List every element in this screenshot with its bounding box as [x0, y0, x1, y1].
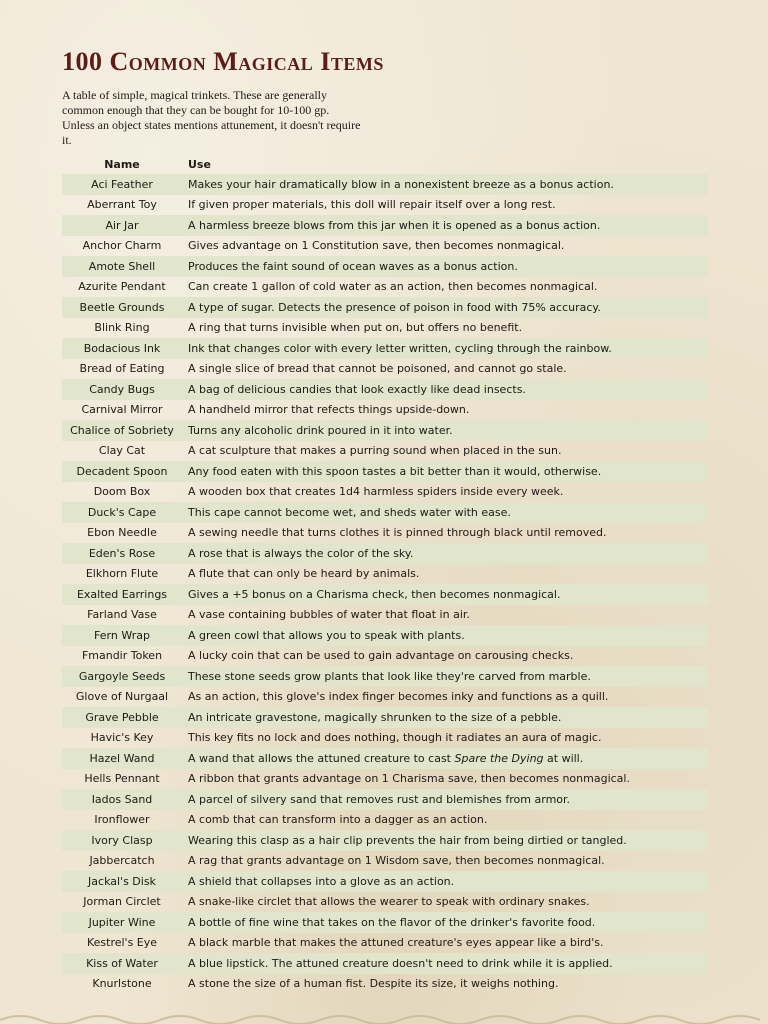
item-name: Duck's Cape — [62, 502, 182, 523]
item-use: A cat sculpture that makes a purring sound when placed in the sun. — [188, 444, 562, 458]
item-name: Exalted Earrings — [62, 584, 182, 605]
table-row — [62, 338, 708, 359]
item-name: Fern Wrap — [62, 625, 182, 646]
item-name: Elkhorn Flute — [85, 567, 159, 581]
table-row — [62, 256, 708, 277]
item-use: Gives advantage on 1 Constitution save, then becomes nonmagical. — [188, 239, 565, 253]
item-name: Candy Bugs — [62, 379, 182, 400]
table-row — [62, 359, 708, 380]
item-name: Hells Pennant — [84, 772, 160, 786]
item-use: These stone seeds grow plants that look like they're carved from marble. — [182, 666, 708, 687]
table-row — [62, 502, 708, 523]
item-name: Beetle Grounds — [62, 297, 182, 318]
item-use: An intricate gravestone, magically shrunken to the size of a pebble. — [182, 707, 708, 728]
table-row — [62, 420, 708, 441]
item-name: Anchor Charm — [82, 239, 162, 253]
table-row — [62, 441, 708, 462]
table-row — [62, 871, 708, 892]
item-name: Hazel Wand — [62, 748, 182, 769]
item-use: A single slice of bread that cannot be poisoned, and cannot go stale. — [188, 362, 567, 376]
item-use: A type of sugar. Detects the presence of poison in food with 75% accuracy. — [182, 297, 708, 318]
table-row — [62, 625, 708, 646]
item-use: A comb that can transform into a dagger as an action. — [188, 813, 488, 827]
item-name: Jabbercatch — [89, 854, 155, 868]
table-row — [62, 174, 708, 195]
table-row — [62, 810, 708, 831]
item-name: Eden's Rose — [62, 543, 182, 564]
item-use: Wearing this clasp as a hair clip prevents the hair from being dirtied or tangled. — [182, 830, 708, 851]
item-name: Aberrant Toy — [87, 198, 157, 212]
item-use: Produces the faint sound of ocean waves as a bonus action. — [182, 256, 708, 277]
item-name: Clay Cat — [98, 444, 146, 458]
table-row — [62, 318, 708, 339]
item-name: Chalice of Sobriety — [62, 420, 182, 441]
item-name: Havic's Key — [90, 731, 154, 745]
table-row — [62, 933, 708, 954]
table-row — [62, 974, 708, 995]
item-use: A flute that can only be heard by animals. — [188, 567, 420, 581]
item-name: Doom Box — [93, 485, 151, 499]
item-name: Grave Pebble — [62, 707, 182, 728]
item-name: Jorman Circlet — [83, 895, 161, 909]
item-name: Jupiter Wine — [62, 912, 182, 933]
item-use: A bag of delicious candies that look exactly like dead insects. — [182, 379, 708, 400]
item-use: If given proper materials, this doll will repair itself over a long rest. — [188, 198, 556, 212]
table-row — [62, 461, 708, 482]
table-row — [62, 605, 708, 626]
item-use: A rose that is always the color of the sky. — [182, 543, 708, 564]
item-name: Bodacious Ink — [62, 338, 182, 359]
table-row — [62, 769, 708, 790]
item-use: Can create 1 gallon of cold water as an action, then becomes nonmagical. — [188, 280, 598, 294]
table-row — [62, 851, 708, 872]
table-row — [62, 830, 708, 851]
item-use: A black marble that makes the attuned creature's eyes appear like a bird's. — [188, 936, 604, 950]
table-row — [62, 666, 708, 687]
item-name: Kestrel's Eye — [86, 936, 158, 950]
item-use: Ink that changes color with every letter written, cycling through the rainbow. — [182, 338, 708, 359]
item-use: A bottle of fine wine that takes on the flavor of the drinker's favorite food. — [182, 912, 708, 933]
item-use: As an action, this glove's index finger becomes inky and functions as a quill. — [188, 690, 609, 704]
item-use: A harmless breeze blows from this jar when it is opened as a bonus action. — [182, 215, 708, 236]
item-use: Any food eaten with this spoon tastes a bit better than it would, otherwise. — [182, 461, 708, 482]
item-use: A green cowl that allows you to speak with plants. — [182, 625, 708, 646]
item-use: Turns any alcoholic drink poured in it into water. — [182, 420, 708, 441]
table-row — [62, 543, 708, 564]
table-row — [62, 584, 708, 605]
item-name: Kiss of Water — [62, 953, 182, 974]
item-name: Bread of Eating — [79, 362, 165, 376]
table-row — [62, 748, 708, 769]
header-name: Name — [104, 157, 140, 171]
item-name: Fmandir Token — [81, 649, 163, 663]
item-name: Glove of Nurgaal — [75, 690, 169, 704]
item-name: Farland Vase — [87, 608, 157, 622]
spell-name: Spare the Dying — [454, 751, 544, 765]
page-title: 100 Common Magical Items — [62, 47, 384, 76]
item-use: A sewing needle that turns clothes it is pinned through black until removed. — [188, 526, 607, 540]
table-row — [62, 236, 708, 257]
item-use: A blue lipstick. The attuned creature doesn't need to drink while it is applied. — [182, 953, 708, 974]
item-name: Decadent Spoon — [62, 461, 182, 482]
item-use: A lucky coin that can be used to gain advantage on carousing checks. — [188, 649, 574, 663]
table-row — [62, 482, 708, 503]
item-use: A shield that collapses into a glove as an action. — [182, 871, 708, 892]
item-name: Air Jar — [62, 215, 182, 236]
table-row — [62, 912, 708, 933]
table-row — [62, 277, 708, 298]
header-use: Use — [188, 157, 211, 171]
item-use: A stone the size of a human fist. Despite its size, it weighs nothing. — [188, 977, 559, 991]
item-name: Azurite Pendant — [78, 280, 166, 294]
item-name: Ironflower — [94, 813, 150, 827]
item-use: A ribbon that grants advantage on 1 Charisma save, then becomes nonmagical. — [188, 772, 630, 786]
item-name: Blink Ring — [94, 321, 150, 335]
item-name: Iados Sand — [62, 789, 182, 810]
item-use: A vase containing bubbles of water that float in air. — [188, 608, 470, 622]
item-use: A handheld mirror that refects things upside-down. — [188, 403, 470, 417]
item-name: Gargoyle Seeds — [62, 666, 182, 687]
intro-paragraph: A table of simple, magical trinkets. These are generally common enough that they can be bought for 10-100 gp. Unless an object states mentions attunement, it doesn't require it. — [62, 88, 361, 147]
item-name: Aci Feather — [62, 174, 182, 195]
item-use: Gives a +5 bonus on a Charisma check, then becomes nonmagical. — [182, 584, 708, 605]
item-use: This cape cannot become wet, and sheds water with ease. — [182, 502, 708, 523]
item-name: Amote Shell — [62, 256, 182, 277]
table-row — [62, 687, 708, 708]
item-use: A rag that grants advantage on 1 Wisdom save, then becomes nonmagical. — [188, 854, 605, 868]
item-name: Ebon Needle — [87, 526, 157, 540]
footer-ornament — [0, 1010, 768, 1024]
table-row — [62, 400, 708, 421]
item-use: A snake-like circlet that allows the wearer to speak with ordinary snakes. — [188, 895, 590, 909]
table-row — [62, 523, 708, 544]
item-name: Ivory Clasp — [62, 830, 182, 851]
item-use: A wooden box that creates 1d4 harmless spiders inside every week. — [188, 485, 564, 499]
table-row — [62, 789, 708, 810]
item-use: This key fits no lock and does nothing, though it radiates an aura of magic. — [188, 731, 602, 745]
item-name: Jackal's Disk — [62, 871, 182, 892]
item-use: A parcel of silvery sand that removes rust and blemishes from armor. — [182, 789, 708, 810]
table-row — [62, 195, 708, 216]
table-row — [62, 379, 708, 400]
table-row — [62, 646, 708, 667]
table-row — [62, 564, 708, 585]
table-row — [62, 297, 708, 318]
items-table — [62, 154, 708, 994]
table-row — [62, 728, 708, 749]
table-header-row — [62, 154, 708, 174]
table-row — [62, 953, 708, 974]
item-name: Knurlstone — [92, 977, 152, 991]
table-body — [62, 174, 708, 994]
item-name: Carnival Mirror — [81, 403, 163, 417]
table-row — [62, 892, 708, 913]
table-row — [62, 215, 708, 236]
item-use: A ring that turns invisible when put on, but offers no benefit. — [188, 321, 523, 335]
item-use: A wand that allows the attuned creature to cast Spare the Dying at will. — [182, 748, 708, 769]
item-use: Makes your hair dramatically blow in a nonexistent breeze as a bonus action. — [182, 174, 708, 195]
table-row — [62, 707, 708, 728]
